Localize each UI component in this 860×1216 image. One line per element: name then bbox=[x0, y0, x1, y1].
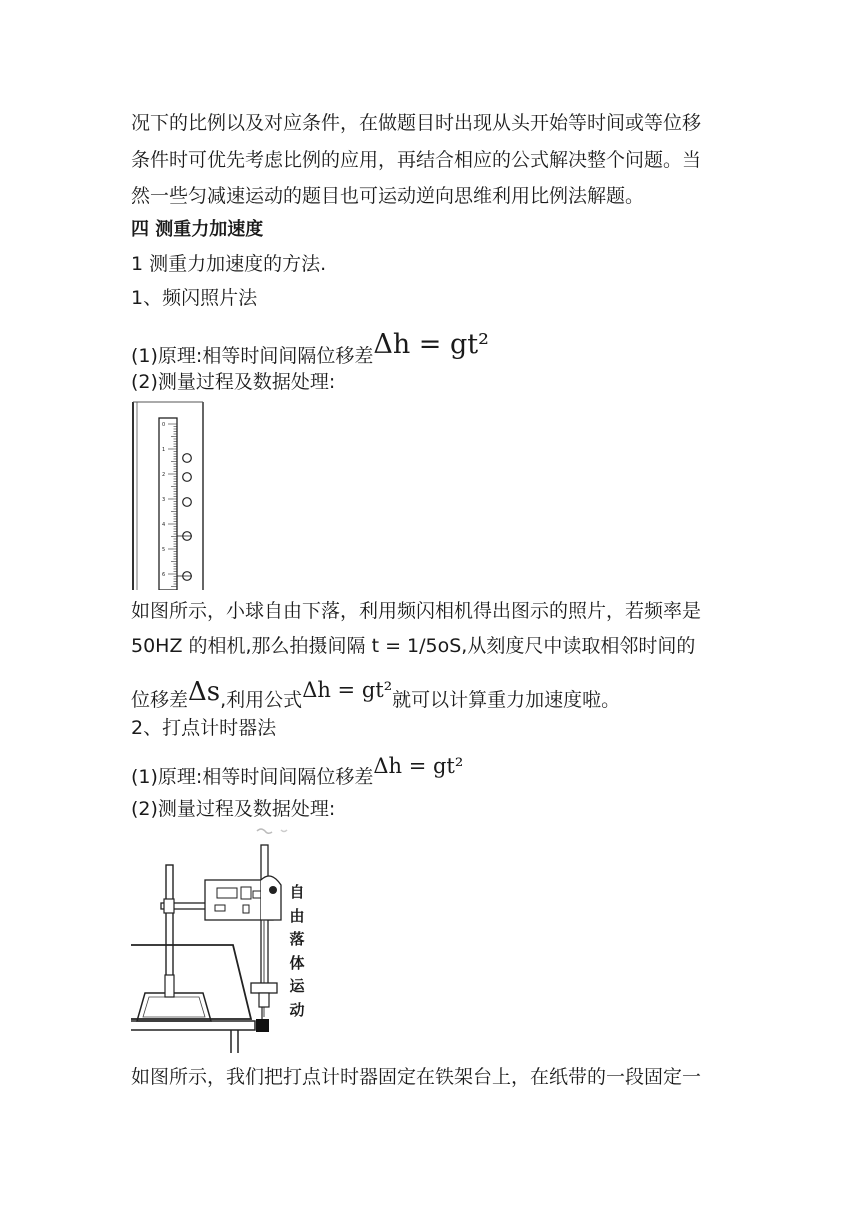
caption-char: 由 bbox=[289, 906, 305, 925]
intro-line-1: 况下的比例以及对应条件，在做题目时出现从头开始等时间或等位移 bbox=[131, 112, 702, 134]
caption-char: 体 bbox=[289, 953, 305, 972]
method1-explanation-2: 50HZ 的相机,那么拍摄间隔 t = 1/5oS,从刻度尺中读取相邻时间的 bbox=[131, 635, 696, 657]
intro-line-2: 条件时可优先考虑比例的应用，再结合相应的公式解决整个问题。当 bbox=[131, 149, 702, 171]
method2-principle bbox=[131, 754, 464, 788]
method1-principle-label: (1)原理:相等时间间隔位移差 bbox=[131, 345, 374, 367]
method-intro: 1 测重力加速度的方法. bbox=[131, 253, 327, 275]
method2-process: (2)测量过程及数据处理: bbox=[131, 798, 336, 820]
intro-line-3: 然一些匀减速运动的题目也可运动逆向思维利用比例法解题。 bbox=[131, 185, 645, 207]
strobe-photo-figure bbox=[131, 400, 207, 590]
heavy-weight bbox=[256, 1019, 269, 1032]
method1-explanation-1: 如图所示，小球自由下落，利用频闪相机得出图示的照片，若频率是 bbox=[131, 600, 702, 622]
method1-formula: Δh = gt² bbox=[373, 329, 489, 360]
ball-position-3 bbox=[183, 498, 192, 507]
method2-title: 2、打点计时器法 bbox=[131, 717, 277, 739]
ruler-tick-label: 2 bbox=[162, 472, 166, 478]
ruler-tick-label: 5 bbox=[162, 547, 166, 553]
caption-char: 动 bbox=[289, 1000, 305, 1019]
delta-s-symbol: Δs bbox=[188, 677, 221, 707]
ruler-tick-label: 1 bbox=[162, 447, 166, 453]
explanation-formula: Δh = gt² bbox=[302, 678, 393, 702]
ball-position-1 bbox=[183, 454, 192, 463]
explanation-prefix: 位移差 bbox=[131, 689, 189, 711]
caption-char: 运 bbox=[289, 977, 305, 995]
method2-principle-label: (1)原理:相等时间间隔位移差 bbox=[131, 766, 374, 788]
ruler-tick-label: 6 bbox=[162, 572, 166, 578]
method1-process: (2)测量过程及数据处理: bbox=[131, 371, 336, 393]
caption-char: 落 bbox=[289, 930, 305, 948]
explanation-suffix: 就可以计算重力加速度啦。 bbox=[392, 689, 621, 711]
method1-title: 1、频闪照片法 bbox=[131, 287, 258, 309]
section-heading: 四 测重力加速度 bbox=[131, 219, 264, 240]
caption-char: 自 bbox=[289, 883, 305, 901]
ruler-tick-label: 0 bbox=[162, 422, 166, 428]
ruler-tick-label: 3 bbox=[162, 497, 166, 503]
ruler-tick-label: 4 bbox=[162, 522, 166, 528]
free-fall-apparatus-figure bbox=[131, 825, 381, 1055]
method1-principle bbox=[131, 329, 489, 367]
method2-explanation-1: 如图所示，我们把打点计时器固定在铁架台上，在纸带的一段固定一 bbox=[131, 1066, 702, 1088]
explanation-mid: ,利用公式 bbox=[220, 689, 303, 711]
method2-formula: Δh = gt² bbox=[373, 754, 464, 778]
ball-position-2 bbox=[183, 473, 192, 482]
method1-explanation-3 bbox=[131, 677, 621, 711]
